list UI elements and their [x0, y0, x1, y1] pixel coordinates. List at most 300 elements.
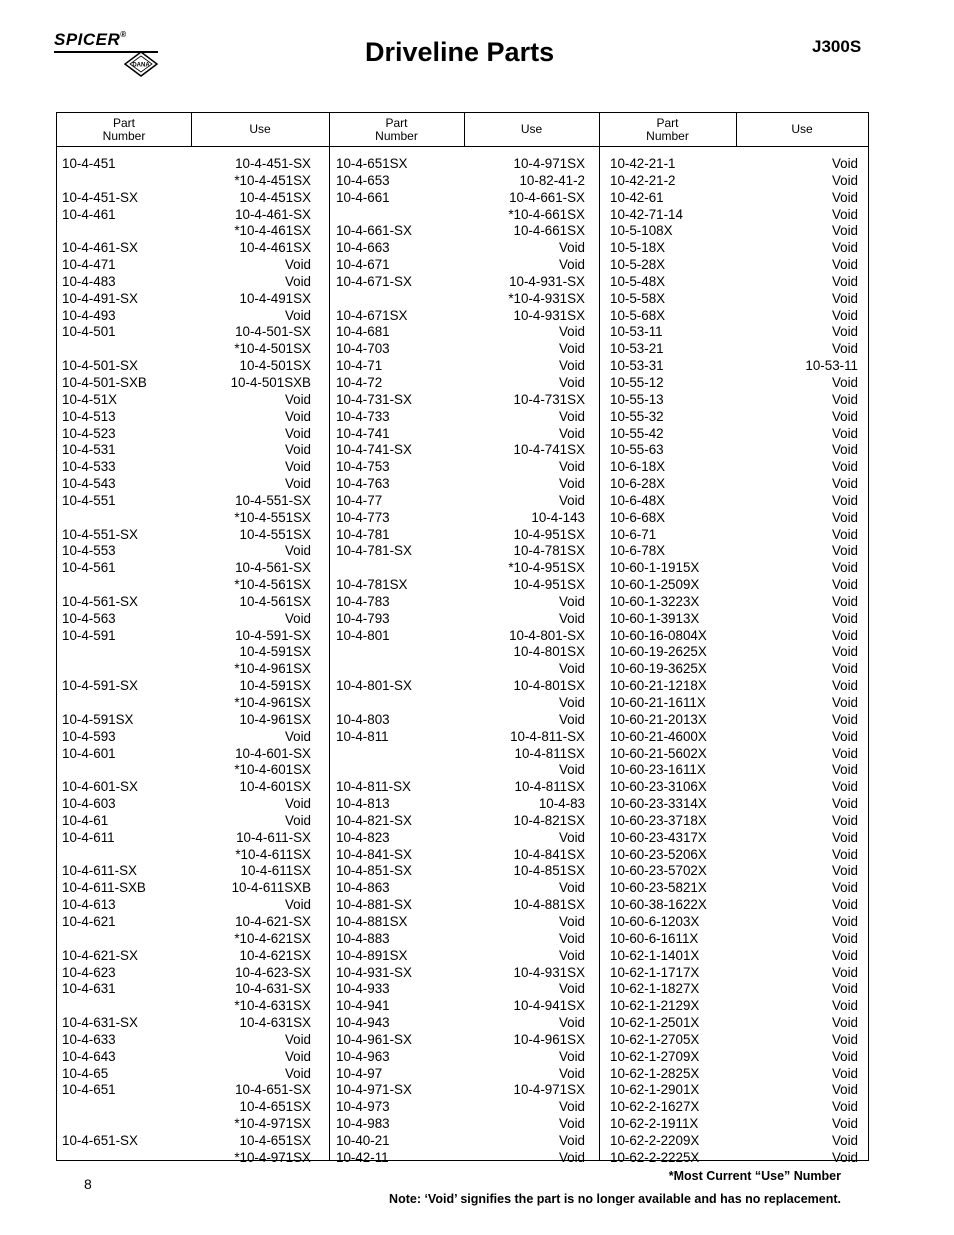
use-cell: Void: [831, 156, 858, 171]
use-cell: 10-4-971SX: [513, 1082, 585, 1098]
table-row: [336, 678, 585, 695]
table-row: [62, 493, 311, 510]
part-number-cell: 10-53-21: [610, 341, 664, 357]
part-number-cell: 10-4-741-SX: [336, 442, 412, 458]
part-number-cell: 10-4-61: [62, 812, 109, 828]
use-cell: Void: [831, 577, 858, 593]
part-number-cell: 10-40-21: [336, 1132, 390, 1148]
table-row: [62, 847, 311, 864]
table-row: [62, 324, 311, 341]
use-cell: Void: [831, 695, 858, 710]
part-number-cell: 10-4-621: [62, 913, 116, 929]
table-row: [336, 156, 585, 173]
part-number-cell: 10-62-1-2501X: [610, 1015, 700, 1031]
use-cell: *10-4-601SX: [234, 762, 311, 778]
table-row: [336, 762, 585, 779]
part-number-cell: 10-60-1-2509X: [610, 577, 700, 593]
use-cell: Void: [284, 812, 311, 828]
use-cell: 10-4-631SX: [239, 1015, 311, 1031]
part-number-cell: 10-6-78X: [610, 543, 666, 559]
use-cell: *10-4-661SX: [508, 206, 585, 222]
part-number-cell: 10-4-663: [336, 240, 390, 256]
part-number-cell: 10-62-2-1627X: [610, 1099, 700, 1115]
use-cell: Void: [558, 1099, 585, 1115]
use-cell: 10-4-731SX: [513, 391, 585, 407]
part-number-cell: 10-62-1-2705X: [610, 1031, 700, 1047]
table-row: [62, 695, 311, 712]
part-number-cell: 10-4-97: [336, 1065, 383, 1081]
table-row: [62, 308, 311, 325]
part-number-cell: 10-4-851-SX: [336, 863, 412, 879]
use-cell: Void: [831, 509, 858, 525]
table-row: [610, 476, 858, 493]
use-cell: Void: [831, 711, 858, 727]
part-number-cell: 10-4-561: [62, 560, 116, 576]
use-cell: *10-4-961SX: [234, 695, 311, 710]
table-row: [336, 1049, 585, 1066]
use-cell: Void: [558, 981, 585, 997]
part-number-cell: 10-60-21-4600X: [610, 728, 707, 744]
table-row: [62, 762, 311, 779]
part-number-cell: 10-4-681: [336, 324, 390, 340]
dana-diamond-icon: [124, 51, 158, 77]
table-row: [62, 998, 311, 1015]
header-use-3: Use: [791, 122, 813, 136]
use-cell: *10-4-971SX: [234, 1116, 311, 1132]
table-row: [62, 981, 311, 998]
table-row: [62, 948, 311, 965]
use-cell: 10-4-591-SX: [235, 627, 311, 643]
part-number-cell: 10-62-1-2129X: [610, 998, 700, 1014]
void-note: Note: ‘Void’ signifies the part is no longer available and has no replacement.: [389, 1192, 841, 1206]
table-row: [62, 1150, 311, 1167]
part-number-cell: 10-60-6-1203X: [610, 913, 700, 929]
part-number-cell: 10-4-613: [62, 897, 116, 913]
table-row: [62, 240, 311, 257]
table-row: [62, 1049, 311, 1066]
table-row: [336, 543, 585, 560]
part-number-cell: 10-4-533: [62, 459, 116, 475]
table-row: [336, 813, 585, 830]
table-row: [336, 274, 585, 291]
use-cell: Void: [284, 408, 311, 424]
use-cell: Void: [831, 408, 858, 424]
use-cell: 10-4-661SX: [513, 223, 585, 239]
table-row: [336, 1150, 585, 1167]
part-number-cell: 10-4-561-SX: [62, 593, 138, 609]
part-number-cell: 10-4-551: [62, 492, 116, 508]
table-row: [62, 156, 311, 173]
use-cell: Void: [831, 1015, 858, 1031]
table-row: [62, 223, 311, 240]
parts-table: [56, 112, 869, 1165]
use-cell: Void: [831, 779, 858, 795]
use-cell: Void: [831, 459, 858, 475]
use-cell: *10-4-931SX: [508, 290, 585, 306]
table-row: [610, 931, 858, 948]
part-number-cell: 10-4-563: [62, 610, 116, 626]
table-row: [336, 173, 585, 190]
use-cell: Void: [831, 644, 858, 660]
use-cell: *10-4-631SX: [234, 998, 311, 1014]
use-cell: Void: [831, 1082, 858, 1098]
table-row: [336, 779, 585, 796]
table-row: [336, 965, 585, 982]
use-cell: Void: [831, 796, 858, 812]
part-number-cell: 10-53-11: [610, 324, 663, 340]
part-number-cell: 10-4-621-SX: [62, 947, 138, 963]
part-number-cell: 10-60-23-1611X: [610, 762, 706, 778]
part-number-cell: 10-4-491-SX: [62, 290, 138, 306]
svg-text:DANA: DANA: [132, 62, 150, 69]
part-number-cell: 10-60-23-5821X: [610, 880, 707, 896]
use-cell: Void: [284, 391, 311, 407]
use-cell: 10-4-801SX: [513, 644, 585, 660]
use-cell: 10-4-143: [531, 509, 585, 525]
part-number-cell: 10-4-821-SX: [336, 812, 412, 828]
use-cell: Void: [831, 728, 858, 744]
use-cell: 10-4-461SX: [239, 240, 311, 256]
part-number-cell: 10-4-603: [62, 796, 116, 812]
use-cell: Void: [558, 459, 585, 475]
use-cell: 10-4-941SX: [513, 998, 585, 1014]
table-row: [62, 880, 311, 897]
part-number-cell: 10-4-671: [336, 257, 390, 273]
table-row: [610, 308, 858, 325]
part-number-cell: 10-42-11: [336, 1149, 389, 1165]
part-number-cell: 10-55-12: [610, 374, 664, 390]
part-number-cell: 10-5-68X: [610, 307, 666, 323]
use-cell: Void: [558, 930, 585, 946]
table-row: [610, 661, 858, 678]
part-number-cell: 10-4-501-SX: [62, 358, 138, 374]
use-cell: Void: [831, 341, 858, 357]
table-row: [610, 1082, 858, 1099]
use-cell: Void: [831, 391, 858, 407]
table-row: [62, 291, 311, 308]
table-row: [336, 914, 585, 931]
table-row: [336, 746, 585, 763]
table-row: [610, 577, 858, 594]
part-number-cell: 10-60-23-3106X: [610, 779, 707, 795]
use-cell: 10-4-591SX: [239, 644, 311, 660]
use-cell: Void: [558, 476, 585, 492]
use-cell: Void: [558, 257, 585, 273]
use-cell: Void: [831, 1031, 858, 1047]
part-number-cell: 10-4-611-SXB: [62, 880, 146, 896]
use-cell: Void: [284, 897, 311, 913]
use-cell: 10-82-41-2: [519, 172, 585, 188]
use-cell: Void: [284, 459, 311, 475]
part-number-cell: 10-5-28X: [610, 257, 666, 273]
part-number-cell: 10-55-42: [610, 425, 664, 441]
table-row: [336, 308, 585, 325]
use-cell: 10-4-601SX: [239, 779, 311, 795]
part-number-cell: 10-4-501: [62, 324, 116, 340]
use-cell: Void: [558, 341, 585, 357]
table-row: [610, 863, 858, 880]
part-number-cell: 10-60-21-1218X: [610, 678, 707, 694]
use-cell: Void: [831, 257, 858, 273]
table-row: [62, 560, 311, 577]
table-row: [62, 644, 311, 661]
header-part-number-3: Part Number: [646, 115, 689, 143]
use-cell: Void: [831, 964, 858, 980]
use-cell: 10-4-451SX: [239, 189, 311, 205]
part-number-cell: 10-4-543: [62, 476, 116, 492]
part-number-cell: 10-4-801-SX: [336, 678, 412, 694]
table-row: [610, 291, 858, 308]
use-cell: 10-4-841SX: [513, 846, 585, 862]
use-cell: Void: [831, 189, 858, 205]
use-cell: Void: [558, 1015, 585, 1031]
part-number-cell: 10-4-813: [336, 796, 390, 812]
table-row: [610, 543, 858, 560]
use-cell: Void: [284, 543, 311, 559]
use-cell: 10-4-611SXB: [231, 880, 311, 896]
use-cell: Void: [284, 610, 311, 626]
table-row: [62, 375, 311, 392]
part-number-cell: 10-4-651-SX: [62, 1132, 138, 1148]
header-use-1: Use: [249, 122, 271, 136]
table-row: [336, 830, 585, 847]
table-row: [610, 173, 858, 190]
use-cell: Void: [558, 1132, 585, 1148]
use-cell: 10-4-801-SX: [509, 627, 585, 643]
part-number-cell: 10-4-783: [336, 593, 390, 609]
use-cell: Void: [831, 846, 858, 862]
table-row: [610, 274, 858, 291]
table-row: [336, 257, 585, 274]
table-row: [62, 426, 311, 443]
table-row: [336, 510, 585, 527]
part-number-cell: 10-4-941: [336, 998, 390, 1014]
table-row: [62, 409, 311, 426]
use-cell: Void: [558, 374, 585, 390]
use-cell: 10-4-961SX: [239, 711, 311, 727]
part-number-cell: 10-4-461: [62, 206, 116, 222]
use-cell: 10-4-561-SX: [235, 560, 311, 576]
part-number-cell: 10-62-2-2209X: [610, 1132, 700, 1148]
table-row: [610, 746, 858, 763]
table-row: [610, 678, 858, 695]
part-number-cell: 10-4-501-SXB: [62, 374, 147, 390]
use-cell: Void: [284, 425, 311, 441]
part-number-cell: 10-6-68X: [610, 509, 666, 525]
table-row: [62, 1066, 311, 1083]
table-row: [336, 190, 585, 207]
use-cell: 10-4-551-SX: [235, 492, 311, 508]
part-number-cell: 10-62-1-2901X: [610, 1082, 700, 1098]
use-cell: Void: [831, 998, 858, 1014]
table-row: [62, 341, 311, 358]
table-row: [610, 998, 858, 1015]
use-cell: Void: [831, 324, 858, 340]
use-cell: Void: [558, 408, 585, 424]
use-cell: *10-4-621SX: [234, 930, 311, 946]
use-cell: Void: [284, 1048, 311, 1064]
table-row: [62, 442, 311, 459]
part-number-cell: 10-4-671SX: [336, 307, 408, 323]
part-number-cell: 10-55-32: [610, 408, 664, 424]
table-row: [610, 442, 858, 459]
part-number-cell: 10-4-471: [62, 257, 116, 273]
use-cell: Void: [284, 257, 311, 273]
table-row: [62, 863, 311, 880]
part-number-cell: 10-60-19-2625X: [610, 644, 707, 660]
use-cell: Void: [558, 324, 585, 340]
part-number-cell: 10-6-48X: [610, 492, 666, 508]
use-cell: Void: [831, 678, 858, 694]
use-cell: Void: [831, 1048, 858, 1064]
part-number-cell: 10-4-451: [62, 156, 116, 171]
part-number-cell: 10-60-21-1611X: [610, 695, 706, 710]
header-use-2: Use: [520, 122, 543, 136]
use-cell: 10-4-591SX: [239, 678, 311, 694]
use-cell: Void: [831, 897, 858, 913]
part-number-cell: 10-60-23-3718X: [610, 812, 707, 828]
use-cell: 10-4-451-SX: [235, 156, 311, 171]
table-row: [610, 1049, 858, 1066]
table-row: [336, 1015, 585, 1032]
use-cell: Void: [558, 661, 585, 677]
part-number-cell: 10-4-601: [62, 745, 116, 761]
table-row: [610, 779, 858, 796]
part-number-cell: 10-4-451-SX: [62, 189, 138, 205]
table-row: [62, 190, 311, 207]
use-cell: 10-4-621SX: [239, 947, 311, 963]
use-cell: *10-4-551SX: [234, 509, 311, 525]
use-cell: 10-4-651SX: [239, 1132, 311, 1148]
table-row: [610, 324, 858, 341]
use-cell: Void: [558, 762, 585, 778]
table-row: [610, 897, 858, 914]
use-cell: Void: [558, 358, 585, 374]
use-cell: Void: [284, 1031, 311, 1047]
use-cell: Void: [558, 711, 585, 727]
table-row: [610, 847, 858, 864]
header-divider: [464, 113, 465, 147]
table-row: [62, 914, 311, 931]
part-number-cell: 10-4-651SX: [336, 156, 408, 171]
use-cell: Void: [558, 240, 585, 256]
part-number-cell: 10-4-781: [336, 526, 390, 542]
table-row: [336, 493, 585, 510]
table-row: [610, 712, 858, 729]
part-number-cell: 10-4-661: [336, 189, 390, 205]
use-cell: Void: [831, 745, 858, 761]
table-row: [336, 207, 585, 224]
table-column-2: [336, 156, 585, 1167]
use-cell: Void: [558, 610, 585, 626]
table-row: [62, 577, 311, 594]
table-row: [610, 560, 858, 577]
use-cell: 10-4-601-SX: [235, 745, 311, 761]
table-row: [336, 426, 585, 443]
use-cell: Void: [831, 290, 858, 306]
table-row: [336, 1133, 585, 1150]
part-number-cell: 10-4-983: [336, 1116, 390, 1132]
part-number-cell: 10-4-881-SX: [336, 897, 412, 913]
use-cell: 10-4-881SX: [513, 897, 585, 913]
part-number-cell: 10-60-23-5702X: [610, 863, 707, 879]
use-cell: 10-4-971SX: [513, 156, 585, 171]
table-row: [610, 426, 858, 443]
table-row: [62, 897, 311, 914]
use-cell: Void: [831, 627, 858, 643]
part-number-cell: 10-4-971-SX: [336, 1082, 412, 1098]
table-row: [336, 1082, 585, 1099]
use-cell: Void: [558, 913, 585, 929]
part-number-cell: 10-62-1-2709X: [610, 1048, 700, 1064]
table-row: [62, 796, 311, 813]
use-cell: Void: [831, 1132, 858, 1148]
use-cell: Void: [558, 695, 585, 710]
use-cell: 10-4-83: [538, 796, 585, 812]
table-row: [336, 796, 585, 813]
use-cell: Void: [831, 374, 858, 390]
table-row: [610, 695, 858, 712]
table-row: [62, 543, 311, 560]
use-cell: Void: [284, 476, 311, 492]
use-cell: Void: [831, 762, 858, 778]
table-row: [336, 897, 585, 914]
use-cell: Void: [831, 610, 858, 626]
table-row: [610, 830, 858, 847]
table-row: [336, 341, 585, 358]
use-cell: 10-4-631-SX: [235, 981, 311, 997]
part-number-cell: 10-62-2-1911X: [610, 1116, 699, 1132]
table-row: [62, 173, 311, 190]
use-cell: *10-4-951SX: [508, 560, 585, 576]
table-row: [62, 274, 311, 291]
part-number-cell: 10-4-781-SX: [336, 543, 412, 559]
use-cell: Void: [558, 880, 585, 896]
table-row: [610, 796, 858, 813]
part-number-cell: 10-4-811: [336, 728, 389, 744]
use-cell: 10-4-561SX: [239, 593, 311, 609]
table-row: [336, 392, 585, 409]
use-cell: 10-4-961SX: [513, 1031, 585, 1047]
use-cell: Void: [831, 947, 858, 963]
table-row: [62, 1015, 311, 1032]
use-cell: Void: [831, 492, 858, 508]
table-row: [336, 880, 585, 897]
use-cell: Void: [831, 543, 858, 559]
part-number-cell: 10-62-1-1827X: [610, 981, 700, 997]
use-cell: 10-4-851SX: [513, 863, 585, 879]
table-row: [336, 695, 585, 712]
table-row: [610, 981, 858, 998]
use-cell: Void: [284, 796, 311, 812]
use-cell: Void: [831, 560, 858, 576]
part-number-cell: 10-42-61: [610, 189, 664, 205]
table-row: [62, 611, 311, 628]
table-row: [610, 914, 858, 931]
document-code: J300S: [812, 37, 862, 56]
part-number-cell: 10-4-611: [62, 829, 115, 845]
table-row: [336, 594, 585, 611]
part-number-cell: 10-4-601-SX: [62, 779, 138, 795]
use-cell: 10-4-611SX: [240, 863, 311, 879]
page-number: 8: [84, 1176, 92, 1192]
table-row: [62, 678, 311, 695]
use-cell: Void: [558, 1116, 585, 1132]
table-row: [62, 257, 311, 274]
part-number-cell: 10-4-483: [62, 273, 116, 289]
header-part-number-2: Part Number: [375, 115, 418, 143]
use-cell: Void: [831, 930, 858, 946]
